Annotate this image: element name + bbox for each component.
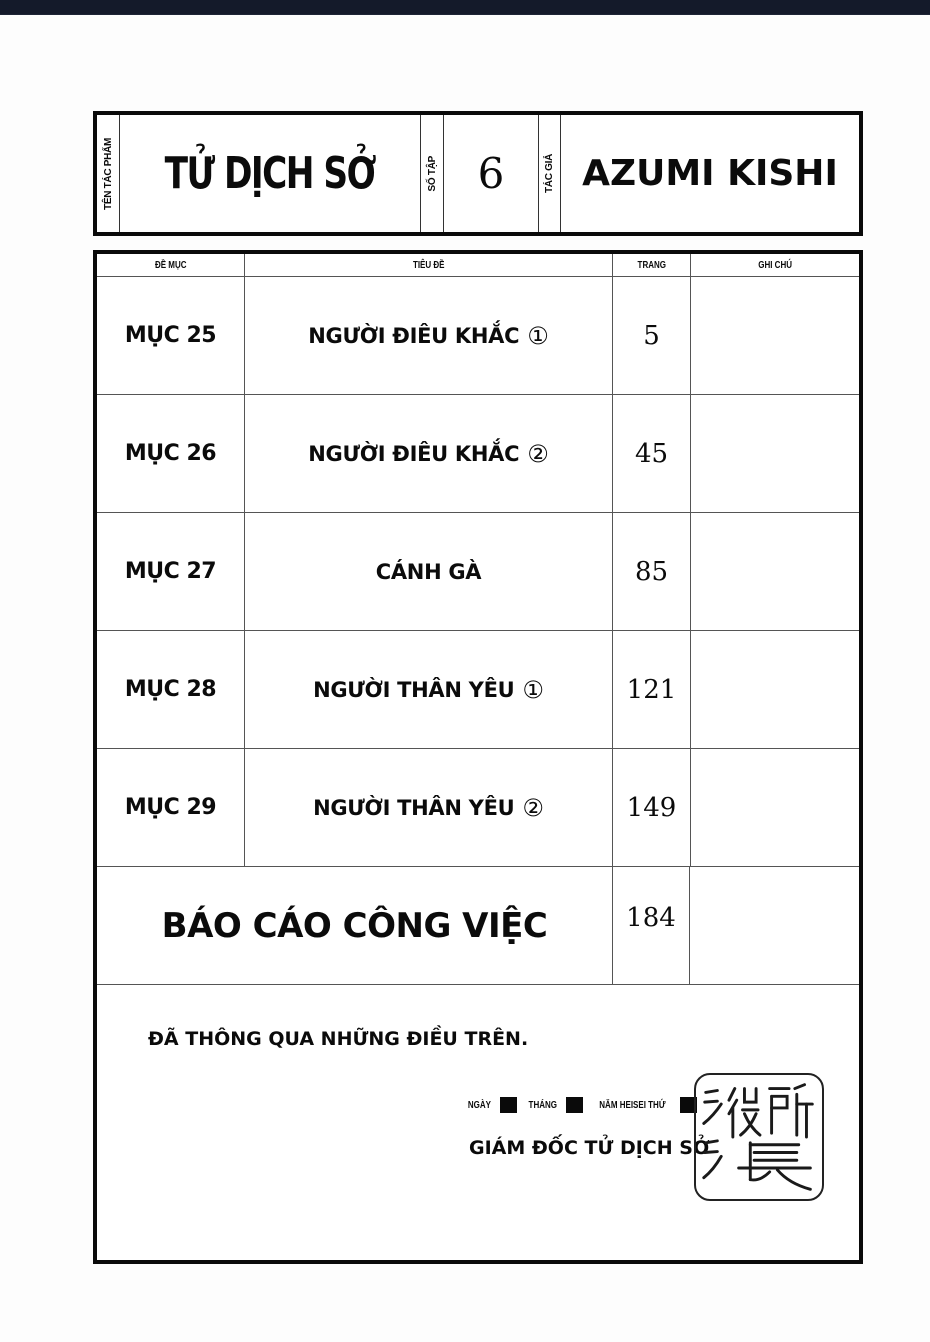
work-name-label-cell: [97, 115, 120, 232]
page-cell: [613, 395, 691, 512]
chapter-title: NGƯỜI ĐIÊU KHẮC: [308, 441, 520, 466]
column-header-item-label: ĐỀ MỤC: [154, 259, 187, 271]
item-cell: [97, 631, 245, 748]
director-signature: GIÁM ĐỐC TỬ DỊCH SỞ: [469, 1137, 710, 1159]
title-cell: [245, 631, 613, 748]
title-cell: [245, 749, 613, 866]
table-header-row: [97, 254, 859, 277]
note-cell: [691, 749, 859, 866]
page-number: 85: [634, 556, 669, 587]
page-number: 121: [626, 674, 677, 705]
volume-cell: [444, 115, 539, 232]
part-number: ②: [527, 439, 549, 468]
item-cell: [97, 395, 245, 512]
column-header-note-label: GHI CHÚ: [758, 259, 792, 271]
volume-number: 6: [477, 149, 505, 198]
column-header-page: [613, 254, 691, 276]
column-header-note: [691, 254, 859, 276]
table-row: [97, 631, 859, 749]
item-cell: [97, 513, 245, 630]
note-cell: [691, 631, 859, 748]
table-row: [97, 749, 859, 867]
volume-label: SỐ TẬP: [426, 155, 438, 192]
work-name-cell: [120, 115, 421, 232]
item-label: MỤC 26: [124, 441, 217, 466]
volume-label-cell: [421, 115, 444, 232]
approval-footer: [97, 985, 859, 1257]
title-cell: [245, 395, 613, 512]
redacted-block: [566, 1097, 583, 1113]
chapter-title: CÁNH GÀ: [375, 559, 482, 584]
column-header-item: [97, 254, 245, 276]
table-row: [97, 513, 859, 631]
column-header-title: [245, 254, 613, 276]
work-name: TỬ DỊCH SỞ: [164, 148, 376, 199]
top-bar: [0, 0, 930, 15]
report-title-cell: [97, 867, 613, 984]
author-label: TÁC GIẢ: [544, 153, 555, 193]
column-header-page-label: TRANG: [637, 259, 666, 271]
report-title: BÁO CÁO CÔNG VIỆC: [161, 905, 548, 946]
author-label-cell: [539, 115, 561, 232]
part-number: ①: [527, 321, 549, 350]
item-label: MỤC 27: [124, 559, 217, 584]
column-header-title-label: TIÊU ĐỀ: [412, 259, 445, 271]
header-box: [93, 111, 863, 236]
approval-text: ĐÃ THÔNG QUA NHỮNG ĐIỀU TRÊN.: [148, 1028, 529, 1050]
chapter-title: NGƯỜI ĐIÊU KHẮC: [308, 323, 520, 348]
title-cell: [245, 277, 613, 394]
title-cell: [245, 513, 613, 630]
redacted-block: [500, 1097, 517, 1113]
report-page-cell: [613, 867, 690, 984]
item-label: MỤC 25: [124, 323, 217, 348]
item-label: MỤC 29: [124, 795, 217, 820]
page-cell: [613, 749, 691, 866]
date-line: [465, 1097, 705, 1113]
table-row: [97, 395, 859, 513]
table-row: [97, 277, 859, 395]
year-label: NĂM HEISEI THỨ: [599, 1099, 666, 1111]
month-label: THÁNG: [528, 1099, 557, 1111]
page-cell: [613, 277, 691, 394]
author-name: AZUMI KISHI: [582, 153, 838, 194]
item-cell: [97, 277, 245, 394]
part-number: ②: [522, 793, 544, 822]
part-number: ①: [522, 675, 544, 704]
note-cell: [691, 395, 859, 512]
page-cell: [613, 513, 691, 630]
item-cell: [97, 749, 245, 866]
report-note-cell: [690, 867, 859, 984]
note-cell: [691, 513, 859, 630]
contents-table: [93, 250, 863, 1264]
page-number: 45: [634, 438, 669, 469]
chapter-title: NGƯỜI THÂN YÊU: [313, 677, 515, 702]
work-name-label: TÊN TÁC PHẨM: [102, 137, 114, 210]
report-row: [97, 867, 859, 985]
page-cell: [613, 631, 691, 748]
note-cell: [691, 277, 859, 394]
report-page-number: 184: [626, 903, 676, 933]
seal-stamp-icon: [694, 1073, 824, 1201]
author-cell: [561, 115, 859, 232]
day-label: NGÀY: [467, 1099, 492, 1111]
page-number: 5: [643, 320, 660, 351]
item-label: MỤC 28: [124, 677, 217, 702]
page-number: 149: [626, 792, 677, 823]
chapter-title: NGƯỜI THÂN YÊU: [313, 795, 515, 820]
